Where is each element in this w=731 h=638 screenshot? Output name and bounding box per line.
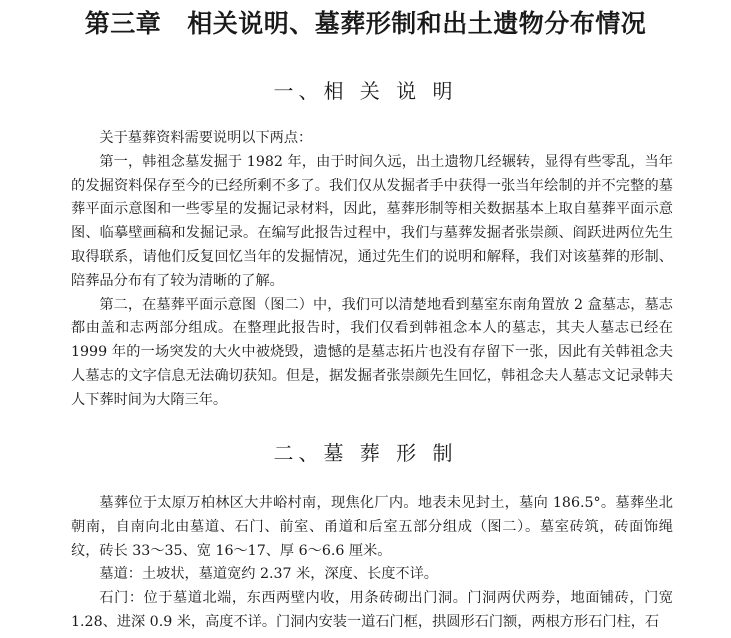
- chapter-number: 第三章: [84, 9, 162, 38]
- section-body-related-notes: [71, 127, 673, 413]
- paragraph-intro: 关于墓葬资料需要说明以下两点：: [99, 130, 313, 146]
- section-body-tomb-structure: [71, 492, 673, 635]
- section-heading-tomb-structure: 二、墓 葬 形 制: [273, 441, 458, 465]
- paragraph-stone-gate: 石门：位于墓道北端，东西两壁内收，用条砖砌出门洞。门洞两伏两券，地面铺砖，门宽 1.28、进深 0.9 米，高度不详。门洞内安装一道石门框，拱圆形石门额，两根方形石门柱，石: [71, 590, 673, 630]
- chapter-title-text: 相关说明、墓葬形制和出土遗物分布情况: [187, 9, 647, 38]
- paragraph-passage: 墓道：土坡状，墓道宽约 2.37 米，深度、长度不详。: [99, 566, 438, 583]
- paragraph-first-point: 第一，韩祖念墓发掘于 1982 年，由于时间久远，出土遗物几经辗转，显得有些零乱，当年的发掘资料保存至今的已经所剩不多了。我们仅从发掘者手中获得一张当年绘制的并不完整的墓葬平面示意图和一些零星的发掘记录材料，因此，墓葬形制等相关数据基本上取自墓葬平面示意图、临摹壁画稿和发掘记录。在编写此报告过程中，我们与墓葬发掘者张崇颜、阎跃进两位先生取得联系，请他们反复回忆当年的发掘情况，通过先生们的说明和解释，我们对该墓葬的形制、陪葬品分布有了较为清晰的了解。: [71, 153, 673, 289]
- chapter-title: [0, 4, 731, 44]
- section-heading-related-notes: 一、相 关 说 明: [273, 79, 458, 103]
- paragraph-second-point: 第二，在墓葬平面示意图（图二）中，我们可以清楚地看到墓室东南角置放 2 盒墓志，墓志都由盖和志两部分组成。在整理此报告时，我们仅看到韩祖念本人的墓志，其夫人墓志已经在 1999 年的一场突发的大火中被烧毁，遗憾的是墓志拓片也没有存留下一张，因此有关韩祖念夫人墓志的文字信息无法确切获知。但是，据发掘者张崇颜先生回忆，韩祖念夫人墓志文记录韩夫人下葬时间为大隋三年。: [71, 296, 673, 408]
- paragraph-tomb-overview: 墓葬位于太原万柏林区大井峪村南，现焦化厂内。地表未见封土，墓向 186.5°。墓葬坐北朝南，自南向北由墓道、石门、前室、甬道和后室五部分组成（图二）。墓室砖筑，砖面饰绳纹，砖长 33～35、宽 16～17、厚 6～6.6 厘米。: [71, 495, 673, 559]
